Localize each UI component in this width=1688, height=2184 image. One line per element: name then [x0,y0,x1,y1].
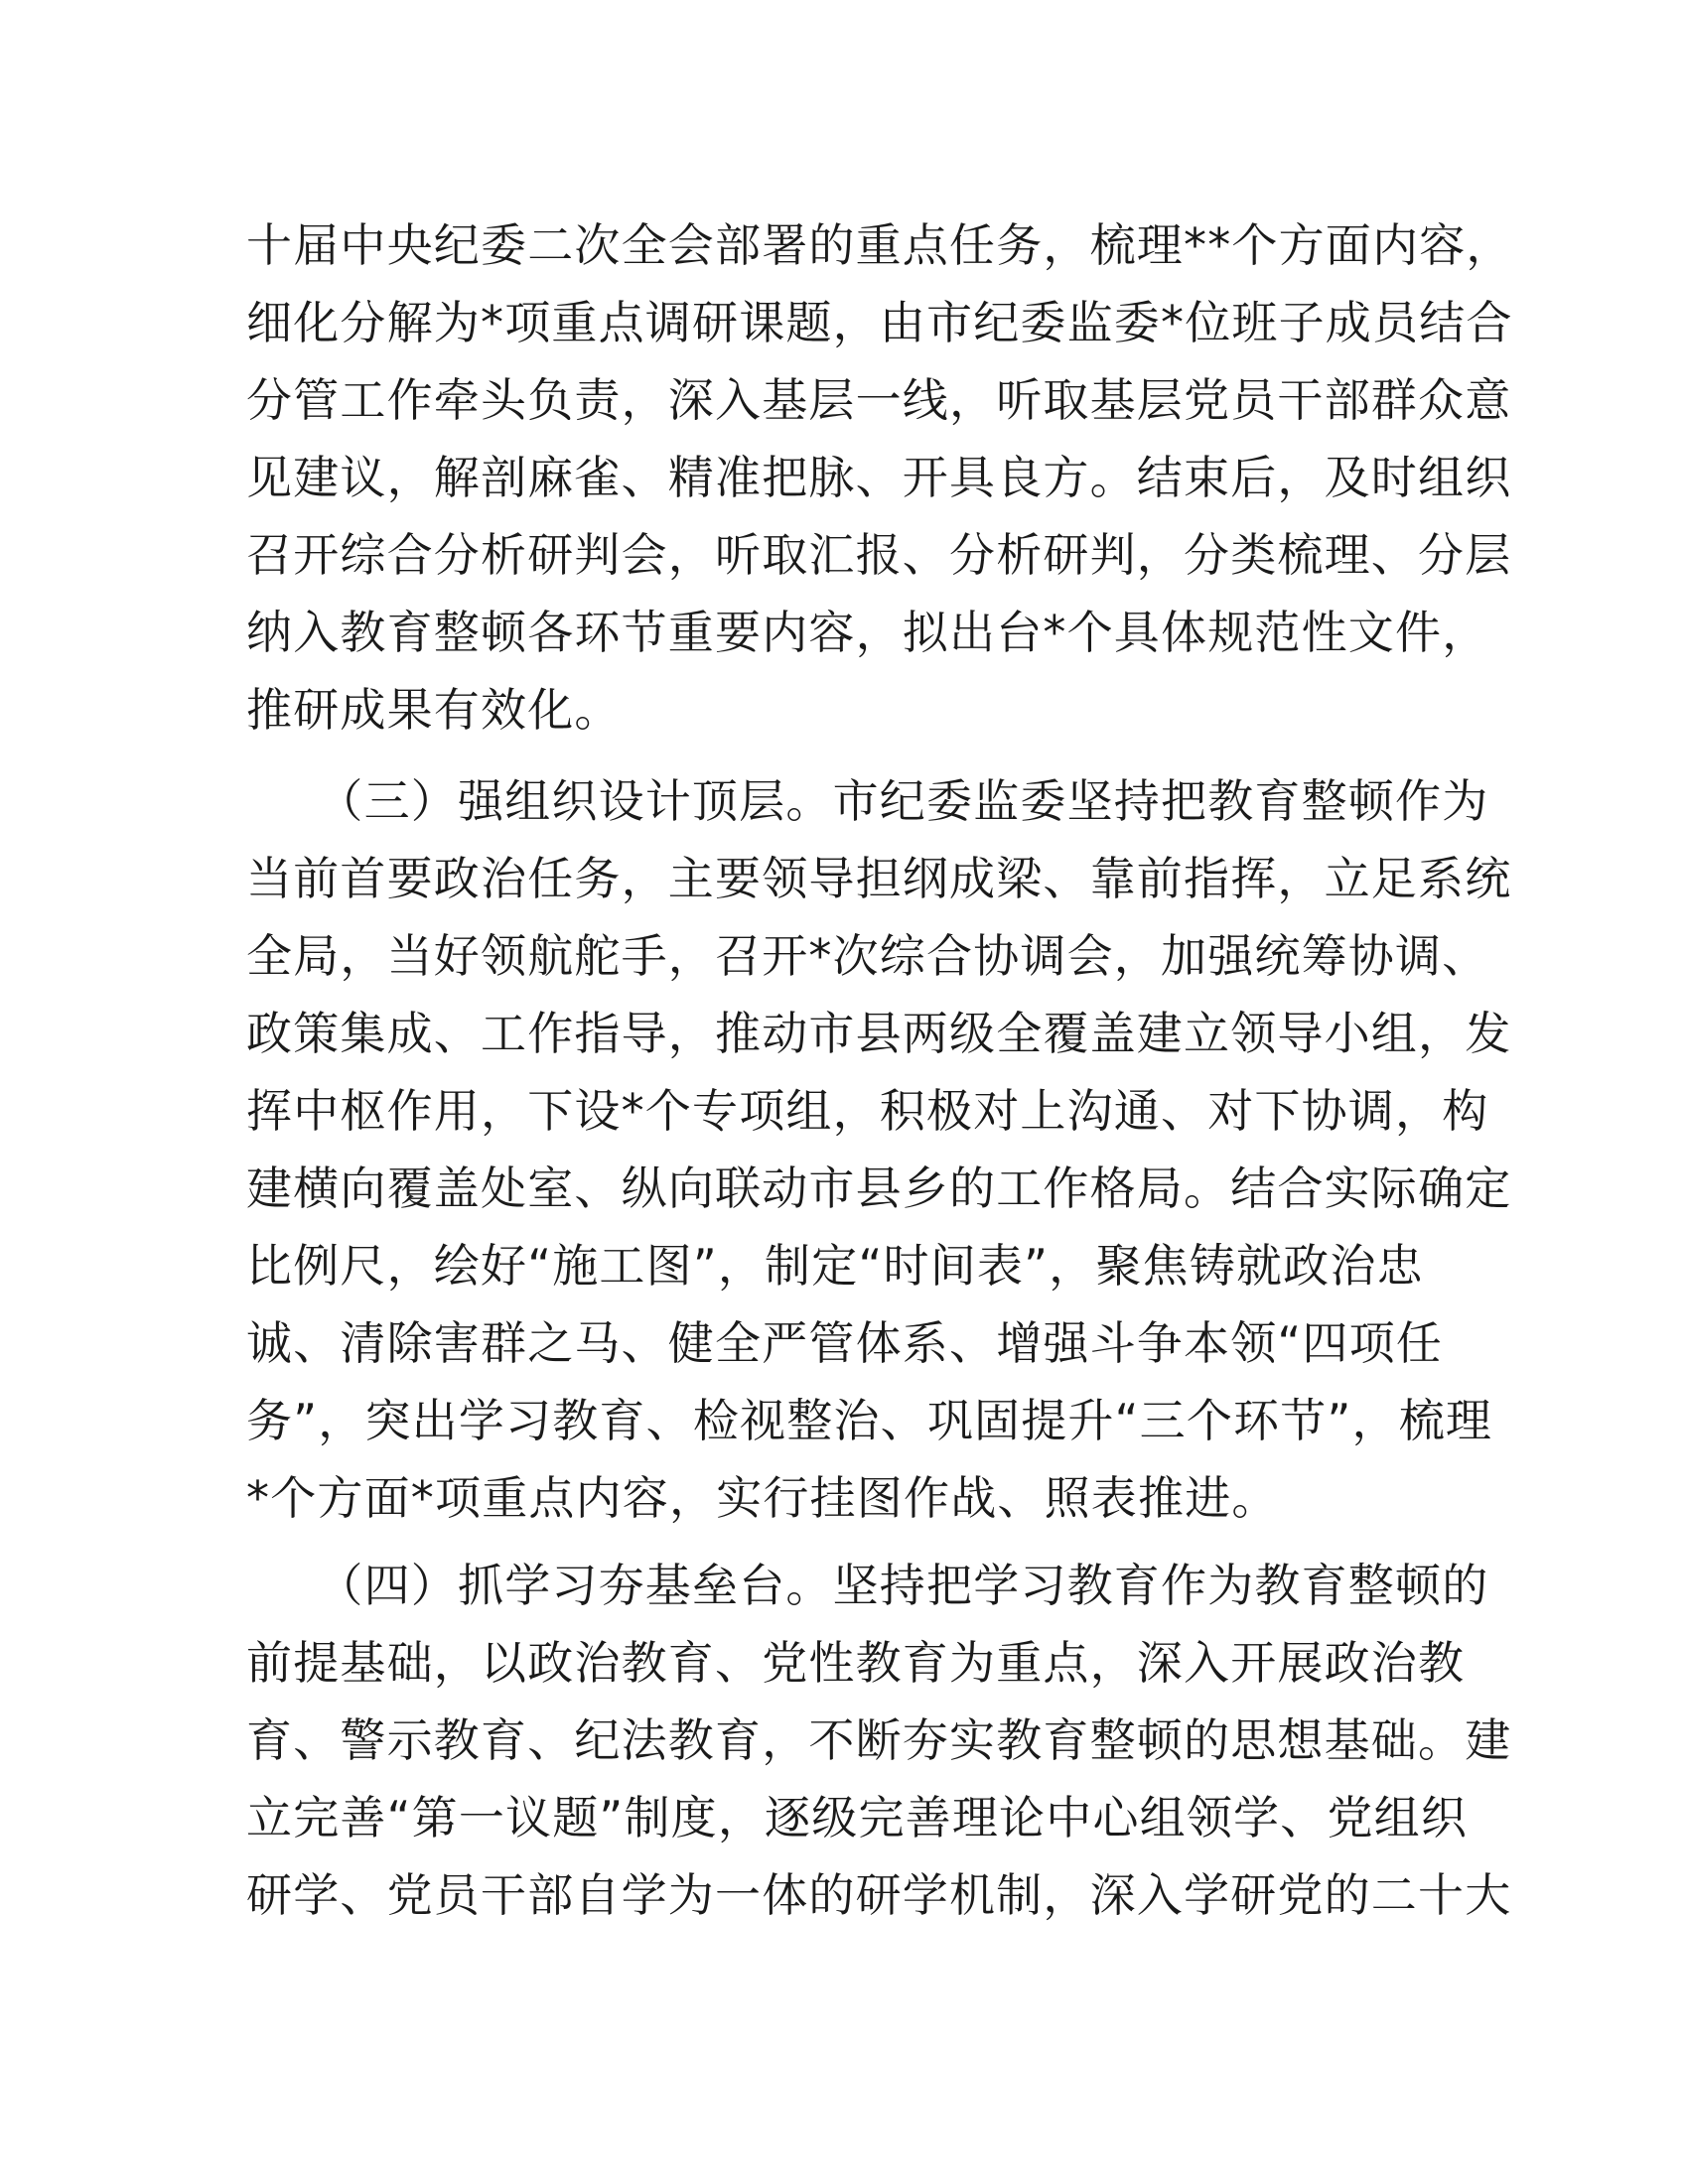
text-line: 政策集成、工作指导，推动市县两级全覆盖建立领导小组，发 [246,1007,1512,1060]
text-line: 当前首要政治任务，主要领导担纲成梁、靠前指挥，立足系统 [246,852,1512,905]
text-line: 全局，当好领航舵手，召开*次综合协调会，加强统筹协调、 [246,929,1489,983]
text-line: 研学、党员干部自学为一体的研学机制，深入学研党的二十大 [246,1868,1512,1922]
text-line: （四）抓学习夯基垒台。坚持把学习教育作为教育整顿的 [246,1559,1489,1612]
text-line: 前提基础，以政治教育、党性教育为重点，深入开展政治教 [246,1636,1466,1690]
text-line: 比例尺，绘好“施工图”，制定“时间表”，聚焦铸就政治忠 [246,1239,1424,1293]
text-line: 建横向覆盖处室、纵向联动市县乡的工作格局。结合实际确定 [246,1161,1512,1215]
text-line: 育、警示教育、纪法教育，不断夯实教育整顿的思想基础。建 [246,1713,1512,1767]
text-line: 挥中枢作用，下设*个专项组，积极对上沟通、对下协调，构 [246,1084,1489,1138]
text-line: 纳入教育整顿各环节重要内容，拟出台*个具体规范性文件， [246,606,1489,659]
text-line: 细化分解为*项重点调研课题，由市纪委监委*位班子成员结合 [246,296,1513,349]
paragraph-research-results [246,206,1513,749]
text-line: 召开综合分析研判会，听取汇报、分析研判，分类梳理、分层 [246,528,1512,582]
paragraph-section-three [246,762,1512,1537]
text-line: 分管工作牵头负责，深入基层一线，听取基层党员干部群众意 [246,373,1512,427]
paragraph-section-four [246,1547,1512,1934]
text-line: 十届中央纪委二次全会部署的重点任务，梳理**个方面内容， [246,218,1513,272]
text-line: 务”，突出学习教育、检视整治、巩固提升“三个环节”，梳理 [246,1394,1493,1447]
text-line: 见建议，解剖麻雀、精准把脉、开具良方。结束后，及时组织 [246,451,1512,504]
text-line: *个方面*项重点内容，实行挂图作战、照表推进。 [246,1471,1279,1525]
text-line: （三）强组织设计顶层。市纪委监委坚持把教育整顿作为 [246,774,1489,828]
text-line: 立完善“第一议题”制度，逐级完善理论中心组领学、党组织 [246,1791,1469,1844]
text-line: 推研成果有效化。 [246,683,622,737]
text-line: 诚、清除害群之马、健全严管体系、增强斗争本领“四项任 [246,1316,1444,1370]
